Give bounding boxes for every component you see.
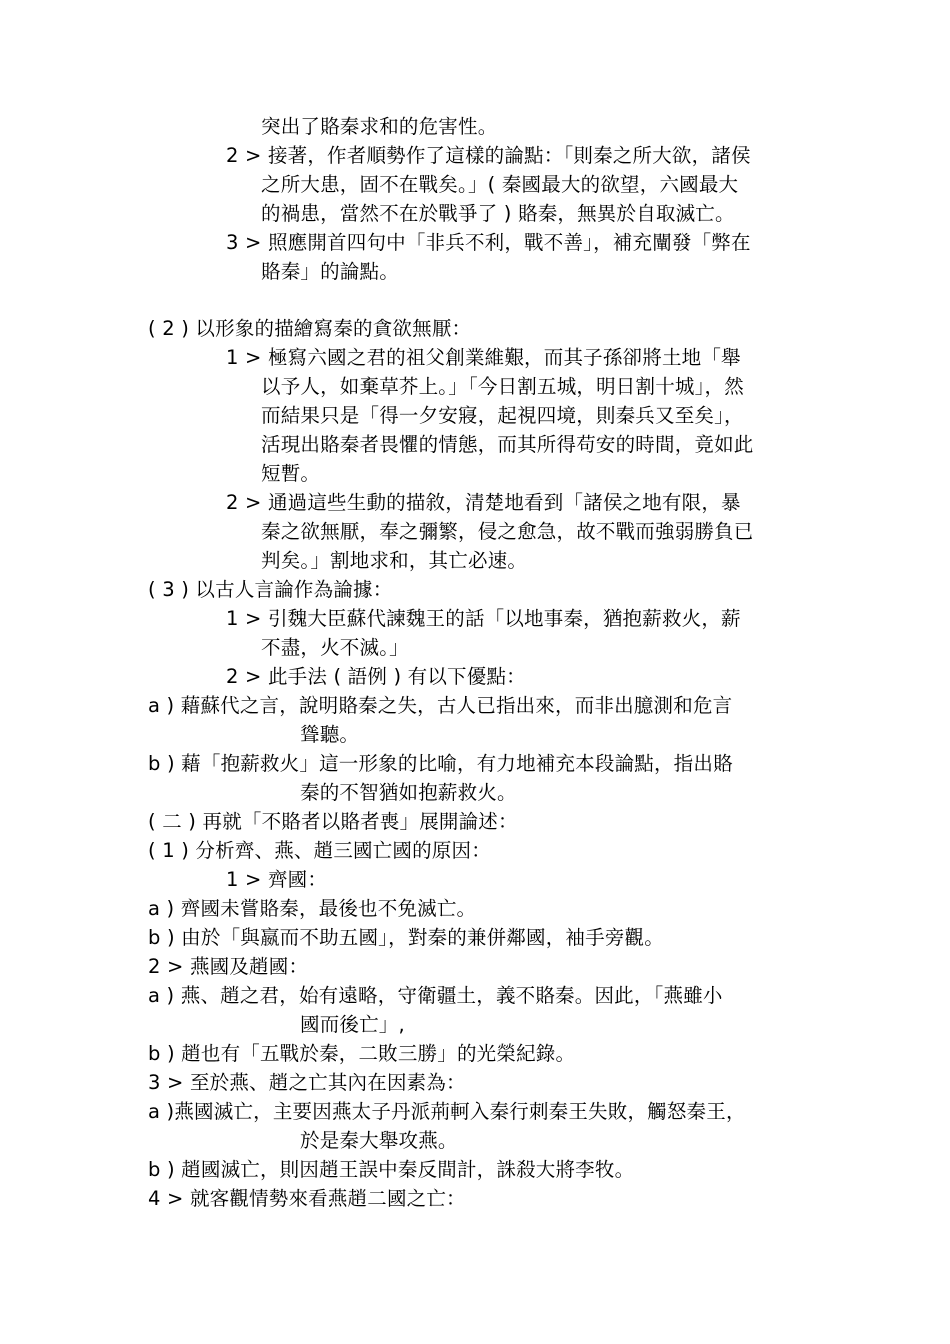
text-line: a ) 藉蘇代之言，說明賂秦之失，古人已指出來，而非出臆測和危言 <box>148 694 733 717</box>
text-line: b ) 由於「與嬴而不助五國」，對秦的兼併鄰國，袖手旁觀。 <box>148 926 664 949</box>
text-line: 3 > 照應開首四句中「非兵不利，戰不善」，補充闡發「弊在 <box>226 231 751 254</box>
text-line: b ) 藉「抱薪救火」這一形象的比喻，有力地補充本段論點，指出賂 <box>148 752 733 775</box>
text-line: 之所大患，固不在戰矣。」( 秦國最大的欲望，六國最大 <box>261 173 739 196</box>
text-line: 而結果只是「得一夕安寢，起視四境，則秦兵又至矣」， <box>261 404 744 427</box>
text-line: b ) 趙國滅亡，則因趙王誤中秦反間計，誅殺大將李牧。 <box>148 1158 635 1181</box>
text-line: 不盡，火不滅。」 <box>261 636 409 659</box>
text-line: 3 > 至於燕、趙之亡其內在因素為： <box>148 1071 466 1094</box>
text-line: 的禍患，當然不在於戰爭了 ) 賂秦，無異於自取滅亡。 <box>261 202 735 225</box>
text-line: 1 > 齊國： <box>226 868 328 891</box>
text-line: a ) 燕、趙之君，始有遠略，守衛疆土，義不賂秦。因此，「燕雖小 <box>148 984 723 1007</box>
text-line: 於是秦大舉攻燕。 <box>300 1129 458 1152</box>
text-line: a ) 齊國未嘗賂秦，最後也不免滅亡。 <box>148 897 477 920</box>
text-line: 短暫。 <box>261 462 321 485</box>
text-line: 賂秦」的論點。 <box>261 260 399 283</box>
text-line: 秦之欲無厭，奉之彌繁，侵之愈急，故不戰而強弱勝負已 <box>261 520 754 543</box>
text-line: 秦的不智猶如抱薪救火。 <box>300 781 517 804</box>
text-line: 1 > 引魏大臣蘇代諫魏王的話「以地事秦，猶抱薪救火，薪 <box>226 607 741 630</box>
text-line: ( 3 ) 以古人言論作為論據： <box>148 578 393 601</box>
text-line: 突出了賂秦求和的危害性。 <box>261 115 498 138</box>
text-line: 2 > 燕國及趙國： <box>148 955 309 978</box>
text-line: ( 1 ) 分析齊、燕、趙三國亡國的原因： <box>148 839 491 862</box>
text-line: 聳聽。 <box>300 723 360 746</box>
text-line: b ) 趙也有「五戰於秦，二敗三勝」的光榮紀錄。 <box>148 1042 576 1065</box>
text-line: 4 > 就客觀情勢來看燕趙二國之亡： <box>148 1187 466 1210</box>
text-line: ( 二 ) 再就「不賂者以賂者喪」展開論述： <box>148 810 518 833</box>
text-line: 2 > 通過這些生動的描敘，清楚地看到「諸侯之地有限，暴 <box>226 491 741 514</box>
text-line: ( 2 ) 以形象的描繪寫秦的貪欲無厭： <box>148 317 472 340</box>
text-line: 1 > 極寫六國之君的祖父創業維艱，而其子孫卻將土地「舉 <box>226 346 741 369</box>
text-line: 以予人，如棄草芥上。」「今日割五城，明日割十城」，然 <box>261 375 744 398</box>
text-line: 2 > 此手法 ( 語例 ) 有以下優點： <box>226 665 526 688</box>
text-line: a )燕國滅亡，主要因燕太子丹派荊軻入秦行刺秦王失敗，觸怒秦王， <box>148 1100 746 1123</box>
text-line: 國而後亡」, <box>300 1013 405 1036</box>
text-line: 2 > 接著，作者順勢作了這樣的論點：「則秦之所大欲，諸侯 <box>226 144 751 167</box>
text-line: 活現出賂秦者畏懼的情態，而其所得苟安的時間，竟如此 <box>261 433 754 456</box>
text-line: 判矣。」割地求和，其亡必速。 <box>261 549 528 572</box>
